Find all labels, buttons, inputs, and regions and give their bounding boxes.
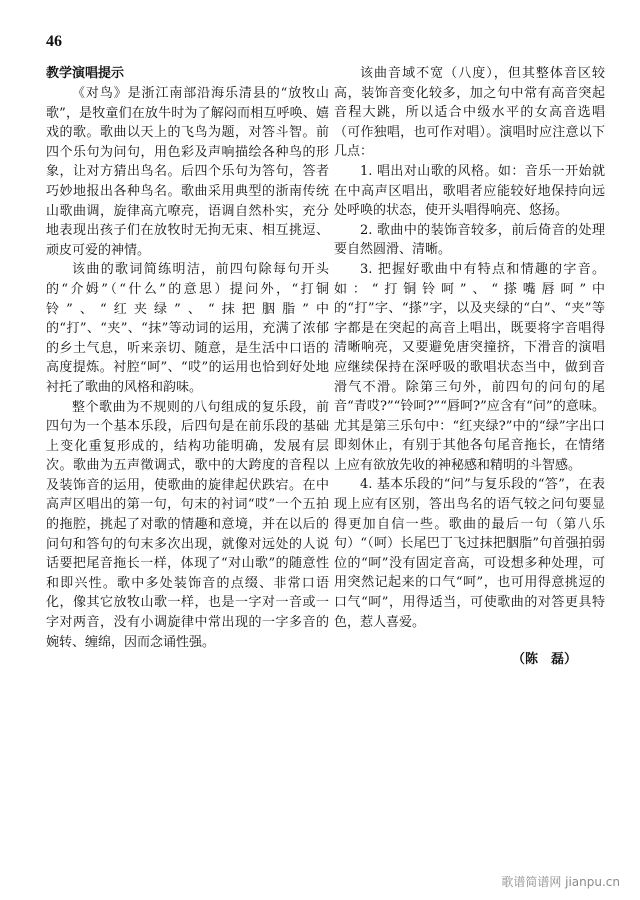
site-watermark: 歌谱简谱网 jianpu.cn (501, 875, 620, 889)
left-column (46, 64, 329, 652)
paragraph: 该曲音域不宽（八度），但其整体音区较高，装饰音变化较多，加之句中常有高音突起音程大跳，所以适合中级水平的女高音选唱（可作独唱，也可作对唱）。演唱时应注意以下几点： (334, 66, 605, 160)
page-number: 46 (46, 33, 62, 50)
paragraph: 3. 把握好歌曲中有特点和情趣的字音。如：“打铜铃呵”、“搽嘴唇呵”中的“打”字、“搽”字，以及夹绿的“白”、“夹”等字都是在突起的高音上唱出，既要将字音唱得清晰响亮，又要避免唐突撞挤，下滑音的演唱应继续保持在深呼吸的歌唱状态当中，做到音滑气不滑。除第三句外，前四句的问句的尾音“青哎?”“铃呵?”“唇呵?”应含有“问”的意味。尤其是第三乐句中：“红夹绿?”中的“绿”字出口即刻休止，有别于其他各句尾音拖长，在情绪上应有欲放先收的神秘感和精明的斗智感。 (334, 261, 605, 473)
paragraph: 《对鸟》是浙江南部沿海乐清县的“放牧山歌”，是牧童们在放牛时为了解闷而相互呼唤、嬉戏的歌。歌曲以天上的飞鸟为题，对答斗智。前四个乐句为问句，用色彩及声响描绘各种鸟的形象，让对方猜出鸟名。后四个乐句为答句，答者巧妙地报出各种鸟名。歌曲采用典型的浙南传统山歌曲调，旋律高亢嘹亮，语调自然朴实，充分地表现出孩子们在放牧时无拘无束、相互挑逗、顽皮可爱的神情。 (46, 86, 329, 258)
author-signature: （陈 磊） (511, 652, 577, 668)
paragraph: 整个歌曲为不规则的八句组成的复乐段，前四句为一个基本乐段，后四句是在前乐段的基础上变化重复形成的，结构功能明确，发展有层次。歌曲为五声徵调式，歌中的大跨度的音程以及装饰音的运用，使歌曲的旋律起伏跌宕。在中高声区唱出的第一句，句末的衬词“哎”一个五拍的拖腔，挑起了对歌的情趣和意境，并在以后的问句和答句的句末多次出现，就像对远处的人说话要把尾音拖长一样，体现了“对山歌”的随意性和即兴性。歌中多处装饰音的点缀、非常口语化，像其它放牧山歌一样，也是一字对一音或一字对两音，没有小调旋律中常出现的一字多音的婉转、缠绵，因而念诵性强。 (46, 399, 329, 650)
paragraph: 2. 歌曲中的装饰音较多，前后倚音的处理要自然圆滑、清晰。 (334, 222, 605, 258)
paragraph: 该曲的歌词简练明洁，前四句除每句开头的“介姆”（“什么”的意思）提问外，“打铜铃”、“红夹绿”、“抹把胭脂”中的“打”、“夹”、“抹”等动词的运用，充满了浓郁的乡土气息，听来亲切、随意，是生活中口语的高度提炼。衬腔“呵”、“哎”的运用也恰到好处地衬托了歌曲的风格和韵味。 (46, 262, 329, 395)
paragraph: 4. 基本乐段的“问”与复乐段的“答”，在表现上应有区别，答出鸟名的语气较之问句要显得更加自信一些。歌曲的最后一句（第八乐句）“（呵）长尾巴丁飞过抹把胭脂”句首强拍弱位的“呵”没有固定音高，可设想多种处理，可用突然记起来的口气“呵”，也可用得意挑逗的口气“呵”，用得适当，可使歌曲的对答更具特色，惹人喜爱。 (334, 477, 605, 630)
section-heading: 教学演唱提示 (46, 66, 125, 81)
right-column (334, 64, 605, 670)
paragraph: 1. 唱出对山歌的风格。如：音乐一开始就在中高声区唱出，歌唱者应能较好地保持向远处呼唤的状态，使开头唱得响亮、悠扬。 (334, 163, 605, 219)
